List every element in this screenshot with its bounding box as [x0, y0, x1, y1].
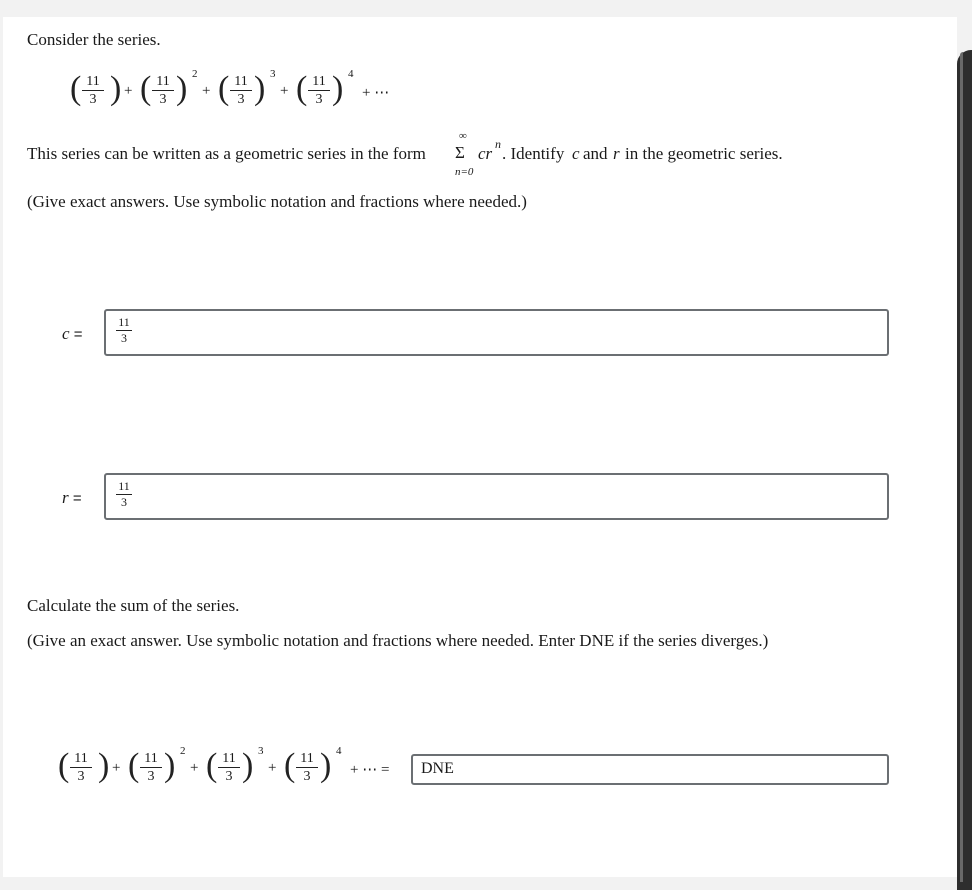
left-paren: (: [128, 747, 140, 784]
instructions-2: (Give an exact answer. Use symbolic notation and fractions where needed. Enter DNE if the series diverges.): [27, 631, 769, 650]
r-answer-num: 11: [118, 479, 130, 493]
left-paren: (: [284, 747, 296, 784]
var-c-inline: c: [572, 144, 580, 163]
sigma-term: cr: [478, 144, 493, 163]
left-paren: (: [70, 70, 82, 107]
term-numerator: 11: [156, 74, 170, 89]
plus-operator: +: [190, 760, 199, 776]
sigma-symbol: Σ: [455, 143, 465, 162]
c-label-var: c: [62, 324, 70, 343]
term-numerator: 11: [74, 751, 88, 766]
term-numerator: 11: [300, 751, 314, 766]
series-continuation: + ⋯: [362, 85, 390, 101]
sigma-term-exp: n: [495, 137, 501, 151]
term-fraction: [230, 74, 252, 107]
term-numerator: 11: [144, 751, 158, 766]
intro-text: Consider the series.: [27, 30, 161, 49]
r-answer-den: 3: [121, 495, 127, 509]
term-exponent: 4: [336, 745, 342, 757]
geometric-prompt-before: This series can be written as a geometric series in the form: [27, 144, 426, 163]
c-answer-num: 11: [118, 315, 130, 329]
term-denominator: 3: [77, 769, 85, 784]
series-expression: [70, 70, 400, 114]
fraction-bar: [296, 767, 318, 768]
geometric-prompt-after: . Identify: [502, 144, 565, 163]
term-numerator: 11: [222, 751, 236, 766]
sum-series-expression: [58, 747, 408, 791]
right-paren: ): [110, 70, 122, 107]
term-denominator: 3: [159, 92, 167, 107]
left-paren: (: [140, 70, 152, 107]
term-exponent: 2: [192, 68, 198, 80]
sum-answer-field[interactable]: [411, 754, 889, 785]
c-answer-fraction: [116, 316, 132, 345]
right-paren: ): [98, 747, 110, 784]
r-answer-field[interactable]: [104, 473, 889, 520]
right-paren: ): [332, 70, 344, 107]
fraction-bar: [140, 767, 162, 768]
plus-operator: +: [268, 760, 277, 776]
c-answer-field[interactable]: [104, 309, 889, 356]
r-label: [62, 488, 82, 508]
series-continuation: + ⋯ =: [350, 762, 390, 778]
r-label-var: r: [62, 488, 69, 507]
instructions-1: (Give exact answers. Use symbolic notation and fractions where needed.): [27, 192, 527, 211]
sum-prompt: Calculate the sum of the series.: [27, 596, 240, 615]
term-numerator: 11: [234, 74, 248, 89]
term-numerator: 11: [312, 74, 326, 89]
fraction-bar: [230, 90, 252, 91]
var-r-inline: r: [613, 144, 620, 163]
term-exponent: 2: [180, 745, 186, 757]
fraction-bar: [82, 90, 104, 91]
left-paren: (: [296, 70, 308, 107]
sigma-lower: n=0: [455, 166, 474, 178]
fraction-bar: [218, 767, 240, 768]
right-paren: ): [242, 747, 254, 784]
term-exponent: 3: [258, 745, 264, 757]
geometric-prompt-end: in the geometric series.: [625, 144, 783, 163]
term-exponent: 3: [270, 68, 276, 80]
term-fraction: [82, 74, 104, 107]
r-answer-fraction: [116, 480, 132, 509]
right-paren: ): [320, 747, 332, 784]
and-word: and: [583, 144, 608, 163]
left-paren: (: [218, 70, 230, 107]
right-paren: ): [254, 70, 266, 107]
fraction-bar: [70, 767, 92, 768]
left-paren: (: [206, 747, 218, 784]
term-denominator: 3: [147, 769, 155, 784]
right-paren: ): [164, 747, 176, 784]
term-numerator: 11: [86, 74, 100, 89]
fraction-bar: [152, 90, 174, 91]
c-label: [62, 324, 83, 344]
term-fraction: [152, 74, 174, 107]
term-exponent: 4: [348, 68, 354, 80]
term-fraction: [70, 751, 92, 784]
term-denominator: 3: [237, 92, 245, 107]
term-fraction: [140, 751, 162, 784]
plus-operator: +: [112, 760, 121, 776]
term-fraction: [308, 74, 330, 107]
sigma-upper: ∞: [459, 130, 467, 142]
term-denominator: 3: [89, 92, 97, 107]
c-answer-den: 3: [121, 331, 127, 345]
left-paren: (: [58, 747, 70, 784]
r-equals: =: [72, 490, 82, 507]
right-paren: ): [176, 70, 188, 107]
term-denominator: 3: [315, 92, 323, 107]
c-equals: =: [73, 326, 83, 343]
fraction-bar: [308, 90, 330, 91]
term-denominator: 3: [303, 769, 311, 784]
plus-operator: +: [280, 83, 289, 99]
term-fraction: [218, 751, 240, 784]
plus-operator: +: [124, 83, 133, 99]
side-rail-edge: [960, 52, 963, 882]
plus-operator: +: [202, 83, 211, 99]
term-denominator: 3: [225, 769, 233, 784]
term-fraction: [296, 751, 318, 784]
sum-answer-value: DNE: [421, 760, 454, 777]
